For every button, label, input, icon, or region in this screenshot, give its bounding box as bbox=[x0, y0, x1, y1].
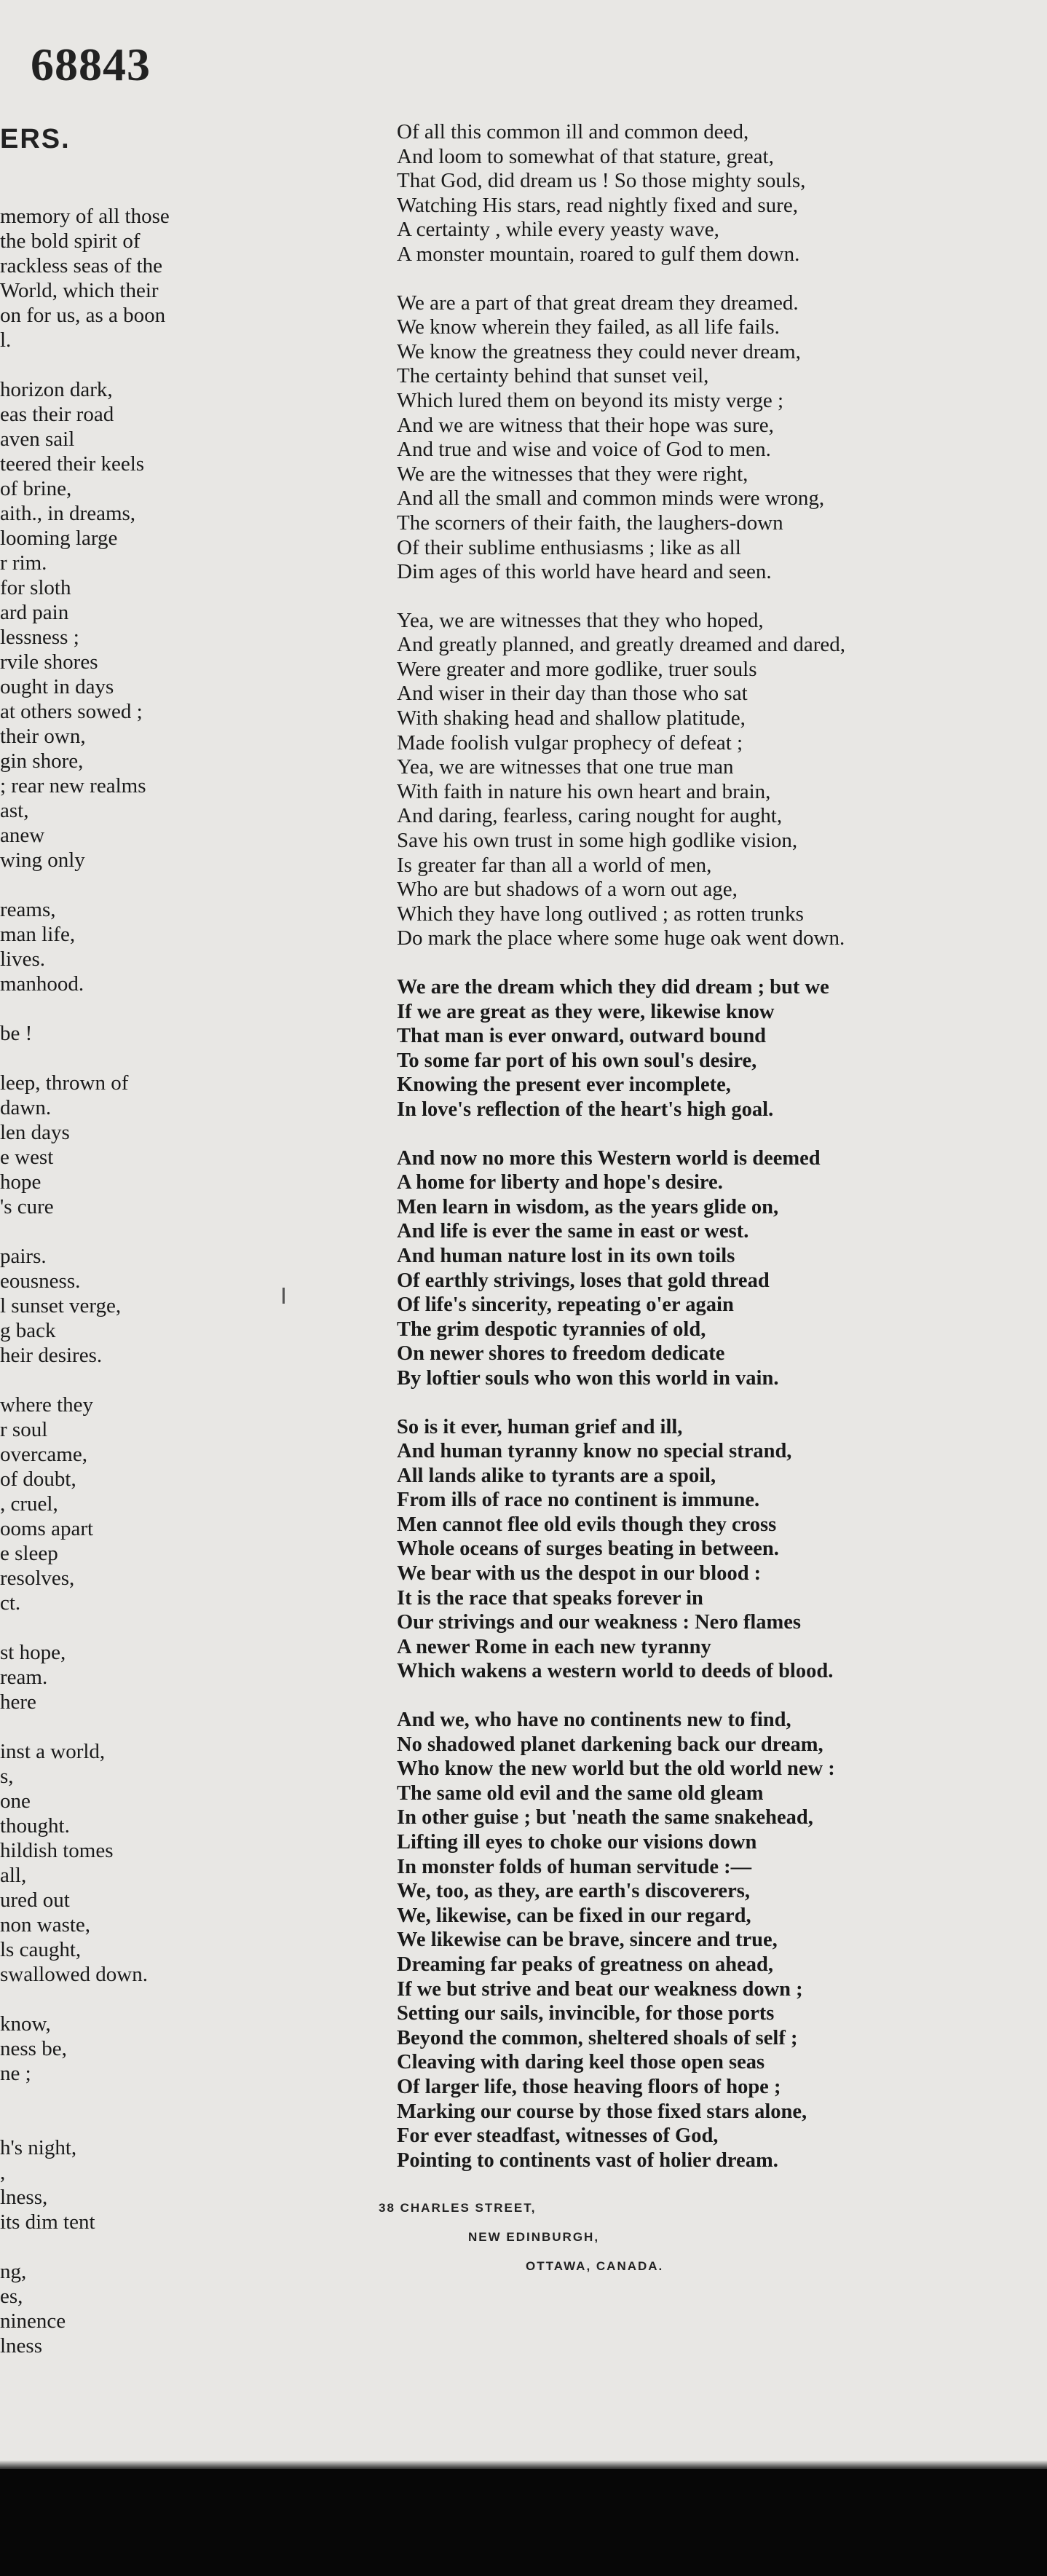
poem-line: We are the witnesses that they were right, bbox=[397, 462, 748, 486]
left-column-line: dawn. bbox=[0, 1096, 52, 1119]
left-column-line: inst a world, bbox=[0, 1740, 106, 1763]
left-column-line: pairs. bbox=[0, 1245, 47, 1268]
left-column-line: here bbox=[0, 1690, 36, 1714]
left-column-line: World, which their bbox=[0, 279, 159, 302]
poem-line: Whole oceans of surges beating in between. bbox=[397, 1537, 779, 1561]
left-column-line: non waste, bbox=[0, 1913, 91, 1937]
poem-line: To some far port of his own soul's desire, bbox=[397, 1049, 757, 1072]
poem-line: A monster mountain, roared to gulf them down. bbox=[397, 242, 800, 266]
page-number: 68843 bbox=[31, 39, 151, 90]
address-street: 38 CHARLES STREET, bbox=[379, 2201, 537, 2215]
poem-line: For ever steadfast, witnesses of God, bbox=[397, 2124, 719, 2148]
poem-line: In love's reflection of the heart's high goal. bbox=[397, 1098, 774, 1121]
poem-line: And we are witness that their hope was sure, bbox=[397, 413, 774, 437]
poem-line: Who know the new world but the old world new : bbox=[397, 1757, 835, 1781]
left-column-line: 's cure bbox=[0, 1195, 54, 1218]
left-column-line: , cruel, bbox=[0, 1492, 58, 1516]
left-column-line: st hope, bbox=[0, 1641, 66, 1664]
poem-line: We know the greatness they could never dream, bbox=[397, 339, 801, 363]
poem-stanza bbox=[397, 609, 1016, 951]
left-column-line: lives. bbox=[0, 948, 46, 971]
poem-line: Of larger life, those heaving floors of hope ; bbox=[397, 2075, 781, 2098]
left-column-line: ne ; bbox=[0, 2062, 31, 2085]
poem-line: That man is ever onward, outward bound bbox=[397, 1025, 767, 1048]
poem-stanza bbox=[397, 1415, 1016, 1685]
poem-line: Were greater and more godlike, truer souls bbox=[397, 657, 757, 681]
poem-line: The scorners of their faith, the laughers-down bbox=[397, 511, 783, 535]
poem-stanza bbox=[397, 1146, 1016, 1391]
left-column-line: lessness ; bbox=[0, 626, 79, 649]
poem-line: Cleaving with daring keel those open seas bbox=[397, 2051, 765, 2074]
poem-line: So is it ever, human grief and ill, bbox=[397, 1415, 683, 1438]
poem-line: Dreaming far peaks of greatness on ahead, bbox=[397, 1953, 773, 1976]
left-column-line: ooms apart bbox=[0, 1517, 94, 1540]
poem-line: A newer Rome in each new tyranny bbox=[397, 1635, 711, 1658]
left-column-line: swallowed down. bbox=[0, 1963, 148, 1986]
poem-line: On newer shores to freedom dedicate bbox=[397, 1342, 725, 1366]
left-column-line: ast, bbox=[0, 799, 29, 822]
poem-line: And life is ever the same in east or west. bbox=[397, 1220, 749, 1243]
left-column-line: lness, bbox=[0, 2186, 48, 2209]
left-column-line: lness bbox=[0, 2334, 42, 2358]
left-column-line: ream. bbox=[0, 1666, 48, 1689]
poem-line: From ills of race no continent is immune. bbox=[397, 1489, 760, 1512]
poem-line: All lands alike to tyrants are a spoil, bbox=[397, 1464, 716, 1487]
poem-line: Dim ages of this world have heard and seen. bbox=[397, 560, 772, 584]
poem-line: And we, who have no continents new to find, bbox=[397, 1709, 791, 1732]
poem-line: Yea, we are witnesses that they who hoped, bbox=[397, 608, 764, 632]
left-column-line: of brine, bbox=[0, 477, 72, 500]
left-column-line: eousness. bbox=[0, 1269, 81, 1293]
left-column-line: heir desires. bbox=[0, 1344, 103, 1367]
poem-line: We are a part of that great dream they dreamed. bbox=[397, 291, 799, 315]
poem-line: We, likewise, can be fixed in our regard, bbox=[397, 1904, 751, 1927]
left-column-line: rackless seas of the bbox=[0, 254, 163, 277]
poem-line: Yea, we are witnesses that one true man bbox=[397, 755, 734, 779]
poem-line: Made foolish vulgar prophecy of defeat ; bbox=[397, 730, 743, 755]
poem-line: If we but strive and beat our weakness down ; bbox=[397, 1977, 803, 2001]
left-column-line: aven sail bbox=[0, 428, 75, 451]
poem-line: Watching His stars, read nightly fixed and sure, bbox=[397, 193, 798, 217]
left-column-heading: ERS. bbox=[0, 124, 71, 154]
poem-line: If we are great as they were, likewise know bbox=[397, 1000, 775, 1023]
left-column-line: h's night, bbox=[0, 2136, 77, 2159]
poem-line: And greatly planned, and greatly dreamed and dared, bbox=[397, 633, 845, 657]
poem-line: And loom to somewhat of that stature, great, bbox=[397, 144, 774, 168]
poem-line: The same old evil and the same old gleam bbox=[397, 1781, 764, 1805]
margin-mark bbox=[283, 1288, 285, 1304]
left-column-line: ninence bbox=[0, 2309, 66, 2333]
poem-line: Marking our course by those fixed stars alone, bbox=[397, 2100, 807, 2123]
poem-line: And all the small and common minds were wrong, bbox=[397, 487, 825, 511]
left-column-line: leep, thrown of bbox=[0, 1071, 129, 1095]
left-column-line: g back bbox=[0, 1319, 56, 1342]
poem-line: Knowing the present ever incomplete, bbox=[397, 1074, 731, 1097]
poem-line: No shadowed planet darkening back our dream, bbox=[397, 1733, 823, 1756]
left-column-line: r soul bbox=[0, 1418, 48, 1441]
poem-line: We are the dream which they did dream ; but we bbox=[397, 976, 829, 999]
poem-line: With faith in nature his own heart and brain, bbox=[397, 779, 771, 803]
left-column-line: eas their road bbox=[0, 403, 114, 426]
poem-line: We bear with us the despot in our blood : bbox=[397, 1562, 762, 1586]
right-column-poem bbox=[397, 120, 1016, 2197]
left-column-line: e sleep bbox=[0, 1542, 58, 1565]
poem-line: Who are but shadows of a worn out age, bbox=[397, 878, 738, 902]
left-column-line: man life, bbox=[0, 923, 76, 946]
poem-line: Of all this common ill and common deed, bbox=[397, 120, 749, 143]
address-district: NEW EDINBURGH, bbox=[468, 2230, 600, 2244]
left-column-line: e west bbox=[0, 1146, 54, 1169]
poem-line: In monster folds of human servitude :— bbox=[397, 1855, 752, 1878]
poem-line: And human tyranny know no special strand, bbox=[397, 1440, 792, 1463]
left-column-poem bbox=[0, 204, 211, 2387]
poem-line: Pointing to continents vast of holier dream. bbox=[397, 2148, 778, 2172]
poem-line: Do mark the place where some huge oak went down. bbox=[397, 926, 845, 950]
poem-line: And daring, fearless, caring nought for aught, bbox=[397, 804, 783, 828]
poem-line: That God, did dream us ! So those mighty souls, bbox=[397, 169, 806, 193]
poem-stanza bbox=[397, 1708, 1016, 2173]
poem-line: The certainty behind that sunset veil, bbox=[397, 364, 709, 388]
left-column-line: their own, bbox=[0, 725, 86, 748]
poem-line: In other guise ; but 'neath the same snakehead, bbox=[397, 1806, 813, 1829]
left-column-line: one bbox=[0, 1789, 31, 1813]
left-column-line: aith., in dreams, bbox=[0, 502, 136, 525]
left-column-line: es, bbox=[0, 2285, 23, 2308]
left-column-line: memory of all those bbox=[0, 205, 170, 228]
poem-line: Men learn in wisdom, as the years glide on, bbox=[397, 1195, 779, 1218]
poem-line: And wiser in their day than those who sat bbox=[397, 682, 748, 706]
left-column-line: rvile shores bbox=[0, 650, 98, 674]
left-column-line: teered their keels bbox=[0, 452, 145, 476]
poem-line: We likewise can be brave, sincere and true, bbox=[397, 1929, 778, 1952]
left-column-line: l. bbox=[0, 328, 12, 352]
left-column-line: wing only bbox=[0, 848, 85, 872]
poem-line: Of earthly strivings, loses that gold thread bbox=[397, 1269, 770, 1292]
left-column-line: len days bbox=[0, 1121, 70, 1144]
left-column-line: hildish tomes bbox=[0, 1839, 114, 1862]
left-column-line: r rim. bbox=[0, 551, 47, 575]
left-column-line: be ! bbox=[0, 1022, 33, 1045]
left-column-line: reams, bbox=[0, 898, 56, 921]
poem-line: We, too, as they, are earth's discoverers, bbox=[397, 1880, 750, 1903]
left-column-line: resolves, bbox=[0, 1567, 75, 1590]
poem-line: We know wherein they failed, as all life fails. bbox=[397, 315, 780, 339]
left-column-line: thought. bbox=[0, 1814, 70, 1838]
poem-line: Which wakens a western world to deeds of blood. bbox=[397, 1660, 834, 1683]
poem-line: The grim despotic tyrannies of old, bbox=[397, 1317, 706, 1341]
left-column-line: on for us, as a boon bbox=[0, 304, 166, 327]
left-column-line: , bbox=[0, 2161, 6, 2184]
poem-line: Men cannot flee old evils though they cross bbox=[397, 1513, 777, 1536]
poem-stanza bbox=[397, 291, 1016, 585]
left-column-line: looming large bbox=[0, 527, 118, 550]
poem-line: Of their sublime enthusiasms ; like as all bbox=[397, 535, 741, 559]
left-column-line: l sunset verge, bbox=[0, 1294, 122, 1317]
poem-stanza bbox=[397, 975, 1016, 1122]
left-column-line: ls caught, bbox=[0, 1938, 82, 1961]
poem-line: By loftier souls who won this world in vain. bbox=[397, 1366, 779, 1390]
left-column-line: ard pain bbox=[0, 601, 69, 624]
left-column-line: anew bbox=[0, 824, 45, 847]
poem-line: Of life's sincerity, repeating o'er again bbox=[397, 1293, 734, 1317]
left-column-line: for sloth bbox=[0, 576, 71, 599]
poem-line: And now no more this Western world is deemed bbox=[397, 1146, 821, 1170]
poem-line: Is greater far than all a world of men, bbox=[397, 853, 712, 877]
poem-line: Our strivings and our weakness : Nero flames bbox=[397, 1611, 801, 1634]
poem-line: Save his own trust in some high godlike vision, bbox=[397, 829, 798, 853]
left-column-line: manhood. bbox=[0, 972, 84, 996]
left-column-line: ; rear new realms bbox=[0, 774, 146, 797]
address-city: OTTAWA, CANADA. bbox=[526, 2259, 664, 2273]
left-column-line: ng, bbox=[0, 2260, 27, 2283]
poem-stanza bbox=[397, 120, 1016, 267]
poem-line: Which they have long outlived ; as rotten trunks bbox=[397, 902, 804, 926]
poem-line: Setting our sails, invincible, for those ports bbox=[397, 2002, 775, 2025]
left-column-line: s, bbox=[0, 1765, 14, 1788]
left-column-line: the bold spirit of bbox=[0, 229, 141, 253]
left-column-line: horizon dark, bbox=[0, 378, 113, 401]
left-column-line: at others sowed ; bbox=[0, 700, 143, 723]
poem-line: Which lured them on beyond its misty verge ; bbox=[397, 388, 784, 412]
left-column-line: ness be, bbox=[0, 2037, 67, 2060]
left-column-line: gin shore, bbox=[0, 749, 84, 773]
left-column-line: of doubt, bbox=[0, 1468, 76, 1491]
left-column-line: ured out bbox=[0, 1888, 70, 1912]
poem-line: Lifting ill eyes to choke our visions down bbox=[397, 1831, 757, 1854]
left-column-line: know, bbox=[0, 2012, 51, 2036]
left-column-line: hope bbox=[0, 1170, 42, 1194]
poem-line: With shaking head and shallow platitude, bbox=[397, 706, 746, 730]
left-column-line: all, bbox=[0, 1864, 27, 1887]
left-column-line: overcame, bbox=[0, 1443, 87, 1466]
left-column-line: ought in days bbox=[0, 675, 114, 698]
poem-line: A certainty , while every yeasty wave, bbox=[397, 218, 719, 242]
poem-line: Beyond the common, sheltered shoals of self ; bbox=[397, 2026, 798, 2049]
left-column-line: its dim tent bbox=[0, 2210, 95, 2234]
scan-border bbox=[0, 2469, 1047, 2576]
poem-line: A home for liberty and hope's desire. bbox=[397, 1171, 723, 1194]
poem-line: And human nature lost in its own toils bbox=[397, 1244, 735, 1267]
poem-line: It is the race that speaks forever in bbox=[397, 1586, 703, 1610]
left-column-line: where they bbox=[0, 1393, 94, 1417]
left-column-line: ct. bbox=[0, 1591, 21, 1615]
poem-line: And true and wise and voice of God to men. bbox=[397, 438, 771, 462]
